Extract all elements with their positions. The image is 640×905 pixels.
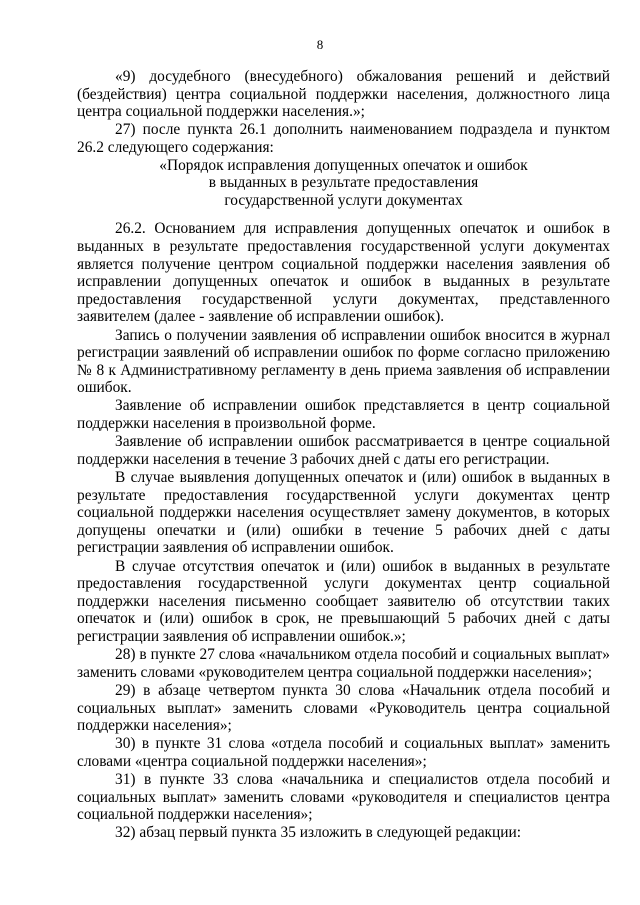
paragraph-free-form: Заявление об исправлении ошибок представляется в центр социальной поддержки населения в произвольной форме. <box>77 397 610 433</box>
paragraph-amendment-31: 31) в пункте 33 слова «начальника и специалистов отдела пособий и социальных выплат» заменить словами «руководителя и специалистов центра социальной поддержки населения»; <box>77 771 610 824</box>
paragraph-no-errors: В случае отсутствия опечаток и (или) ошибок в выданных в результате предоставления государственной услуги документах центр социальной поддержки населения письменно сообщает заявителю об отсутствии таких опечаток и (или) ошибок в срок, не превышающий 5 рабочих дней с даты регистрации заявления об исправлении ошибок.»; <box>77 557 610 645</box>
subsection-heading-line-3: государственной услуги документах <box>224 191 463 209</box>
paragraph-amendment-32: 32) абзац первый пункта 35 изложить в следующей редакции: <box>115 824 522 842</box>
subsection-heading-line-1: «Порядок исправления допущенных опечаток и ошибок <box>159 156 528 174</box>
paragraph-amendment-29: 29) в абзаце четвертом пункта 30 слова «Начальник отдела пособий и социальных выплат» заменить словами «Руководитель центра социальной поддержки населения»; <box>77 681 610 735</box>
paragraph-journal-record: Запись о получении заявления об исправлении ошибок вносится в журнал регистрации заявлений об исправлении ошибок по форме согласно приложению № 8 к Административному регламенту в день приема заявления об исправлении ошибок. <box>77 326 610 397</box>
page-number: 8 <box>316 37 324 52</box>
subsection-heading-line-2: в выданных в результате предоставления <box>208 174 479 192</box>
paragraph-amendment-27: 27) после пункта 26.1 дополнить наименованием подраздела и пунктом 26.2 следующего содержания: <box>77 121 610 156</box>
paragraph-amendment-30: 30) в пункте 31 слова «отдела пособий и социальных выплат» заменить словами «центра социальной поддержки населения»; <box>77 735 610 770</box>
paragraph-review-term: Заявление об исправлении ошибок рассматривается в центре социальной поддержки населения в течение 3 рабочих дней с даты его регистрации. <box>77 433 610 468</box>
subsection-heading <box>77 157 610 210</box>
paragraph-errors-found: В случае выявления допущенных опечаток и (или) ошибок в выданных в результате предоставления государственной услуги документах центр социальной поддержки населения осуществляет замену документов, в которых допущены опечатки и (или) ошибки в течение 5 рабочих дней с даты регистрации заявления об исправлении ошибок. <box>77 469 610 557</box>
paragraph-amendment-28: 28) в пункте 27 слова «начальником отдела пособий и социальных выплат» заменить словами «руководителем центра социальной поддержки населения»; <box>77 646 610 681</box>
document-body <box>77 68 610 842</box>
paragraph-26-2: 26.2. Основанием для исправления допущенных опечаток и ошибок в выданных в результате предоставления государственной услуги документах является получение центром социальной поддержки населения заявления об исправлении допущенных опечаток и ошибок в выданных в результате предоставления государственной услуги документах, представленного заявителем (далее - заявление об исправлении ошибок). <box>77 220 610 326</box>
paragraph-item-9-continuation: «9) досудебного (внесудебного) обжалования решений и действий (бездействия) центра социальной поддержки населения, должностного лица центра социальной поддержки населения.»; <box>77 68 610 121</box>
